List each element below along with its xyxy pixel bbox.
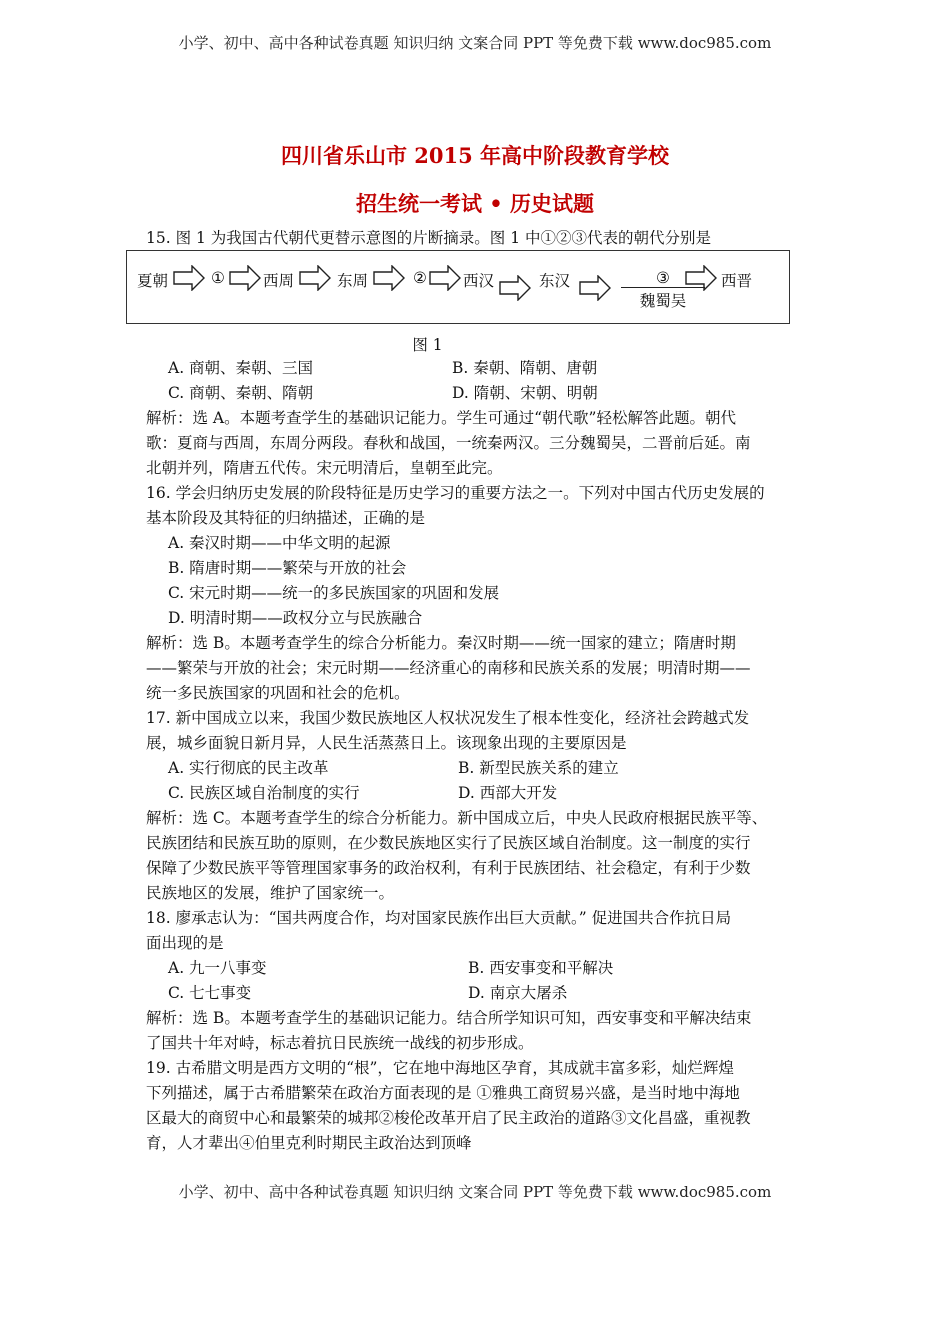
- q16-analysis-line: ——繁荣与开放的社会；宋元时期——经济重心的南移和民族关系的发展；明清时期——: [146, 659, 751, 677]
- q15-stem: 15. 图 1 为我国古代朝代更替示意图的片断摘录。图 1 中①②③代表的朝代分别是: [146, 229, 712, 247]
- q16-option-a: A. 秦汉时期——中华文明的起源: [168, 534, 391, 552]
- dynasty-node: 夏朝: [137, 272, 169, 290]
- q15-analysis-line: 解析：选 A。本题考查学生的基础识记能力。学生可通过“朝代歌”轻松解答此题。朝代: [146, 409, 736, 427]
- arrow-right-icon: [429, 265, 461, 291]
- arrow-right-icon: [685, 265, 717, 291]
- q17-analysis-line: 民族地区的发展，维护了国家统一。: [146, 884, 395, 902]
- dynasty-node: ③: [621, 269, 705, 288]
- dynasty-node: 东汉: [539, 272, 571, 290]
- option-row: [168, 958, 848, 978]
- q18-option-a: A. 九一八事变: [168, 959, 267, 977]
- option-row: [168, 358, 848, 378]
- q15-analysis-line: 歌：夏商与西周，东周分两段。春秋和战国，一统秦两汉。三分魏蜀吴，二晋前后延。南: [146, 434, 751, 452]
- q17-analysis-line: 解析：选 C。本题考查学生的综合分析能力。新中国成立后，中央人民政府根据民族平等、: [146, 809, 768, 827]
- q17-option-d: D. 西部大开发: [458, 784, 558, 802]
- dynasty-node-sub: 魏蜀吴: [639, 292, 687, 310]
- dynasty-node: 西晋: [721, 272, 753, 290]
- dynasty-node: 东周: [337, 272, 369, 290]
- q15-option-c: C. 商朝、秦朝、隋朝: [168, 384, 314, 402]
- q18-option-b: B. 西安事变和平解决: [468, 959, 614, 977]
- q17-analysis-line: 保障了少数民族平等管理国家事务的政治权利，有利于民族团结、社会稳定，有利于少数: [146, 859, 751, 877]
- option-row: [168, 758, 848, 778]
- dynasty-node: 西周: [263, 272, 295, 290]
- q17-stem-line: 展，城乡面貌日新月异，人民生活蒸蒸日上。该现象出现的主要原因是: [146, 734, 627, 752]
- arrow-right-icon: [173, 265, 205, 291]
- arrow-right-icon: [299, 265, 331, 291]
- figure-caption: 图 1: [412, 336, 443, 354]
- q19-stem-line: 下列描述，属于古希腊繁荣在政治方面表现的是 ①雅典工商贸易兴盛，是当时地中海地: [146, 1084, 740, 1102]
- q17-option-b: B. 新型民族关系的建立: [458, 759, 619, 777]
- q16-stem-line: 16. 学会归纳历史发展的阶段特征是历史学习的重要方法之一。下列对中国古代历史发展的: [146, 484, 765, 502]
- page-header: 小学、初中、高中各种试卷真题 知识归纳 文案合同 PPT 等免费下载 www.doc985.com: [178, 34, 772, 52]
- q17-analysis-line: 民族团结和民族互助的原则，在少数民族地区实行了民族区域自治制度。这一制度的实行: [146, 834, 751, 852]
- option-row: [168, 783, 848, 803]
- q18-option-c: C. 七七事变: [168, 984, 252, 1002]
- arrow-right-icon: [579, 275, 611, 301]
- option-row: [168, 983, 848, 1003]
- q15-option-a: A. 商朝、秦朝、三国: [168, 359, 314, 377]
- dynasty-node: 西汉: [463, 272, 495, 290]
- exam-subtitle: 招生统一考试 • 历史试题: [355, 191, 595, 216]
- q19-stem-line: 育，人才辈出④伯里克利时期民主政治达到顶峰: [146, 1134, 472, 1152]
- q17-stem-line: 17. 新中国成立以来，我国少数民族地区人权状况发生了根本性变化，经济社会跨越式发: [146, 709, 750, 727]
- dynasty-node: ②: [413, 269, 427, 287]
- q17-option-c: C. 民族区域自治制度的实行: [168, 784, 360, 802]
- q19-stem-line: 区最大的商贸中心和最繁荣的城邦②梭伦改革开启了民主政治的道路③文化昌盛，重视教: [146, 1109, 751, 1127]
- q16-option-b: B. 隋唐时期——繁荣与开放的社会: [168, 559, 407, 577]
- page-footer: 小学、初中、高中各种试卷真题 知识归纳 文案合同 PPT 等免费下载 www.doc985.com: [178, 1183, 772, 1201]
- q15-option-b: B. 秦朝、隋朝、唐朝: [452, 359, 598, 377]
- q18-stem-line: 面出现的是: [146, 934, 224, 952]
- q18-option-d: D. 南京大屠杀: [468, 984, 568, 1002]
- q17-option-a: A. 实行彻底的民主改革: [168, 759, 329, 777]
- q16-stem-line: 基本阶段及其特征的归纳描述，正确的是: [146, 509, 426, 527]
- q16-analysis-line: 统一多民族国家的巩固和社会的危机。: [146, 684, 410, 702]
- exam-title: 四川省乐山市 2015 年高中阶段教育学校: [280, 143, 670, 168]
- q19-stem-line: 19. 古希腊文明是西方文明的“根”，它在地中海地区孕育，其成就丰富多彩，灿烂辉煌: [146, 1059, 734, 1077]
- arrow-right-icon: [229, 265, 261, 291]
- arrow-right-icon: [499, 275, 531, 301]
- q16-option-c: C. 宋元时期——统一的多民族国家的巩固和发展: [168, 584, 500, 602]
- q18-stem-line: 18. 廖承志认为：“国共两度合作，均对国家民族作出巨大贡献。” 促进国共合作抗日局: [146, 909, 732, 927]
- q18-analysis-line: 解析：选 B。本题考查学生的基础识记能力。结合所学知识可知，西安事变和平解决结束: [146, 1009, 752, 1027]
- option-row: [168, 383, 848, 403]
- q18-analysis-line: 了国共十年对峙，标志着抗日民族统一战线的初步形成。: [146, 1034, 534, 1052]
- q15-option-d: D. 隋朝、宋朝、明朝: [452, 384, 598, 402]
- q15-analysis-line: 北朝并列，隋唐五代传。宋元明清后，皇朝至此完。: [146, 459, 503, 477]
- q16-analysis-line: 解析：选 B。本题考查学生的综合分析能力。秦汉时期——统一国家的建立；隋唐时期: [146, 634, 736, 652]
- arrow-right-icon: [373, 265, 405, 291]
- dynasty-node: ①: [211, 269, 225, 287]
- dynasty-diagram: [126, 250, 790, 324]
- q16-option-d: D. 明清时期——政权分立与民族融合: [168, 609, 423, 627]
